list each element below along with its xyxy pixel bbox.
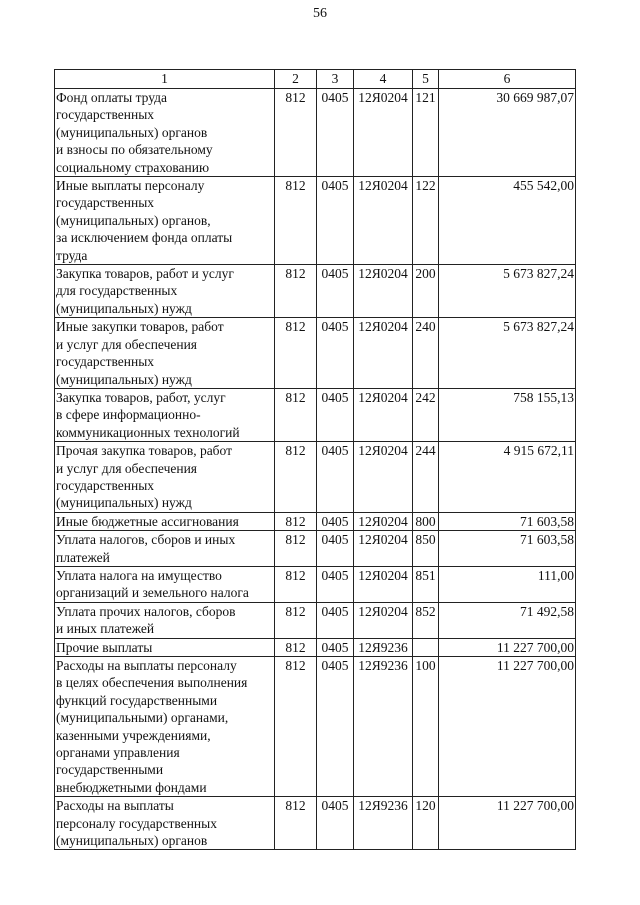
- row-code-target: 12Я0204: [354, 265, 413, 318]
- row-code-type: 100: [413, 657, 439, 797]
- row-amount: 11 227 700,00: [439, 797, 576, 850]
- row-code-type: 122: [413, 177, 439, 265]
- row-code-target: 12Я0204: [354, 442, 413, 513]
- row-code-target: 12Я0204: [354, 89, 413, 177]
- row-code-type: 851: [413, 566, 439, 602]
- row-name: Уплата прочих налогов, сборов и иных платежей: [55, 602, 275, 638]
- row-name: Прочая закупка товаров, работ и услуг для обеспечения государственных (муниципальных) нужд: [55, 442, 275, 513]
- row-amount: 71 492,58: [439, 602, 576, 638]
- table-row: [55, 265, 576, 318]
- row-code-section: 0405: [317, 797, 354, 850]
- row-code-section: 0405: [317, 442, 354, 513]
- row-code-admin: 812: [275, 512, 317, 530]
- row-code-type: 800: [413, 512, 439, 530]
- row-amount: 455 542,00: [439, 177, 576, 265]
- row-amount: 5 673 827,24: [439, 318, 576, 389]
- row-code-admin: 812: [275, 89, 317, 177]
- row-code-target: 12Я0204: [354, 512, 413, 530]
- row-code-target: 12Я0204: [354, 531, 413, 567]
- table-row: [55, 512, 576, 530]
- row-name: Расходы на выплаты персоналу в целях обеспечения выполнения функций государственными (муниципальными) органами, казенными учреждениями, органами управления государственными внебюджетными фондами: [55, 657, 275, 797]
- row-code-admin: 812: [275, 265, 317, 318]
- table-row: [55, 89, 576, 177]
- table-row: [55, 388, 576, 441]
- row-code-section: 0405: [317, 265, 354, 318]
- row-code-target: 12Я9236: [354, 797, 413, 850]
- row-name: Расходы на выплаты персоналу государственных (муниципальных) органов: [55, 797, 275, 850]
- row-name: Иные выплаты персоналу государственных (муниципальных) органов, за исключением фонда оплаты труда: [55, 177, 275, 265]
- header-row: [55, 70, 576, 89]
- row-amount: 111,00: [439, 566, 576, 602]
- row-amount: 11 227 700,00: [439, 638, 576, 656]
- row-code-section: 0405: [317, 388, 354, 441]
- row-code-section: 0405: [317, 177, 354, 265]
- header-col-3: 3: [317, 70, 354, 89]
- table-row: [55, 602, 576, 638]
- row-code-type: 852: [413, 602, 439, 638]
- row-code-admin: 812: [275, 388, 317, 441]
- row-name: Закупка товаров, работ, услуг в сфере информационно- коммуникационных технологий: [55, 388, 275, 441]
- row-code-target: 12Я9236: [354, 657, 413, 797]
- header-col-2: 2: [275, 70, 317, 89]
- row-amount: 758 155,13: [439, 388, 576, 441]
- row-amount: 5 673 827,24: [439, 265, 576, 318]
- row-code-admin: 812: [275, 531, 317, 567]
- row-code-target: 12Я0204: [354, 566, 413, 602]
- row-code-type: 200: [413, 265, 439, 318]
- row-code-type: 242: [413, 388, 439, 441]
- table-row: [55, 318, 576, 389]
- table-row: [55, 638, 576, 656]
- row-code-target: 12Я0204: [354, 318, 413, 389]
- row-name: Уплата налога на имущество организаций и земельного налога: [55, 566, 275, 602]
- row-name: Прочие выплаты: [55, 638, 275, 656]
- row-amount: 30 669 987,07: [439, 89, 576, 177]
- row-code-section: 0405: [317, 318, 354, 389]
- row-code-admin: 812: [275, 177, 317, 265]
- row-code-type: [413, 638, 439, 656]
- row-code-section: 0405: [317, 89, 354, 177]
- row-name: Фонд оплаты труда государственных (муниципальных) органов и взносы по обязательному социальному страхованию: [55, 89, 275, 177]
- budget-table: [54, 69, 576, 850]
- row-code-type: 121: [413, 89, 439, 177]
- table-row: [55, 442, 576, 513]
- budget-table-container: [54, 69, 576, 850]
- row-code-section: 0405: [317, 602, 354, 638]
- row-code-admin: 812: [275, 442, 317, 513]
- table-row: [55, 177, 576, 265]
- row-amount: 71 603,58: [439, 512, 576, 530]
- row-code-target: 12Я0204: [354, 388, 413, 441]
- row-code-admin: 812: [275, 657, 317, 797]
- row-name: Иные закупки товаров, работ и услуг для обеспечения государственных (муниципальных) нужд: [55, 318, 275, 389]
- row-code-type: 850: [413, 531, 439, 567]
- row-code-type: 120: [413, 797, 439, 850]
- row-code-section: 0405: [317, 566, 354, 602]
- row-code-type: 240: [413, 318, 439, 389]
- header-col-4: 4: [354, 70, 413, 89]
- row-code-admin: 812: [275, 318, 317, 389]
- row-code-section: 0405: [317, 531, 354, 567]
- row-name: Иные бюджетные ассигнования: [55, 512, 275, 530]
- row-code-section: 0405: [317, 638, 354, 656]
- header-col-5: 5: [413, 70, 439, 89]
- header-col-1: 1: [55, 70, 275, 89]
- row-code-admin: 812: [275, 797, 317, 850]
- header-col-6: 6: [439, 70, 576, 89]
- page-number: 56: [313, 6, 327, 21]
- row-code-target: 12Я0204: [354, 602, 413, 638]
- table-row: [55, 657, 576, 797]
- table-row: [55, 566, 576, 602]
- row-code-admin: 812: [275, 638, 317, 656]
- row-code-target: 12Я9236: [354, 638, 413, 656]
- table-row: [55, 797, 576, 850]
- row-code-section: 0405: [317, 512, 354, 530]
- row-amount: 11 227 700,00: [439, 657, 576, 797]
- row-code-section: 0405: [317, 657, 354, 797]
- row-code-admin: 812: [275, 566, 317, 602]
- row-code-admin: 812: [275, 602, 317, 638]
- row-code-type: 244: [413, 442, 439, 513]
- row-name: Уплата налогов, сборов и иных платежей: [55, 531, 275, 567]
- row-code-target: 12Я0204: [354, 177, 413, 265]
- row-amount: 71 603,58: [439, 531, 576, 567]
- row-name: Закупка товаров, работ и услуг для государственных (муниципальных) нужд: [55, 265, 275, 318]
- table-row: [55, 531, 576, 567]
- row-amount: 4 915 672,11: [439, 442, 576, 513]
